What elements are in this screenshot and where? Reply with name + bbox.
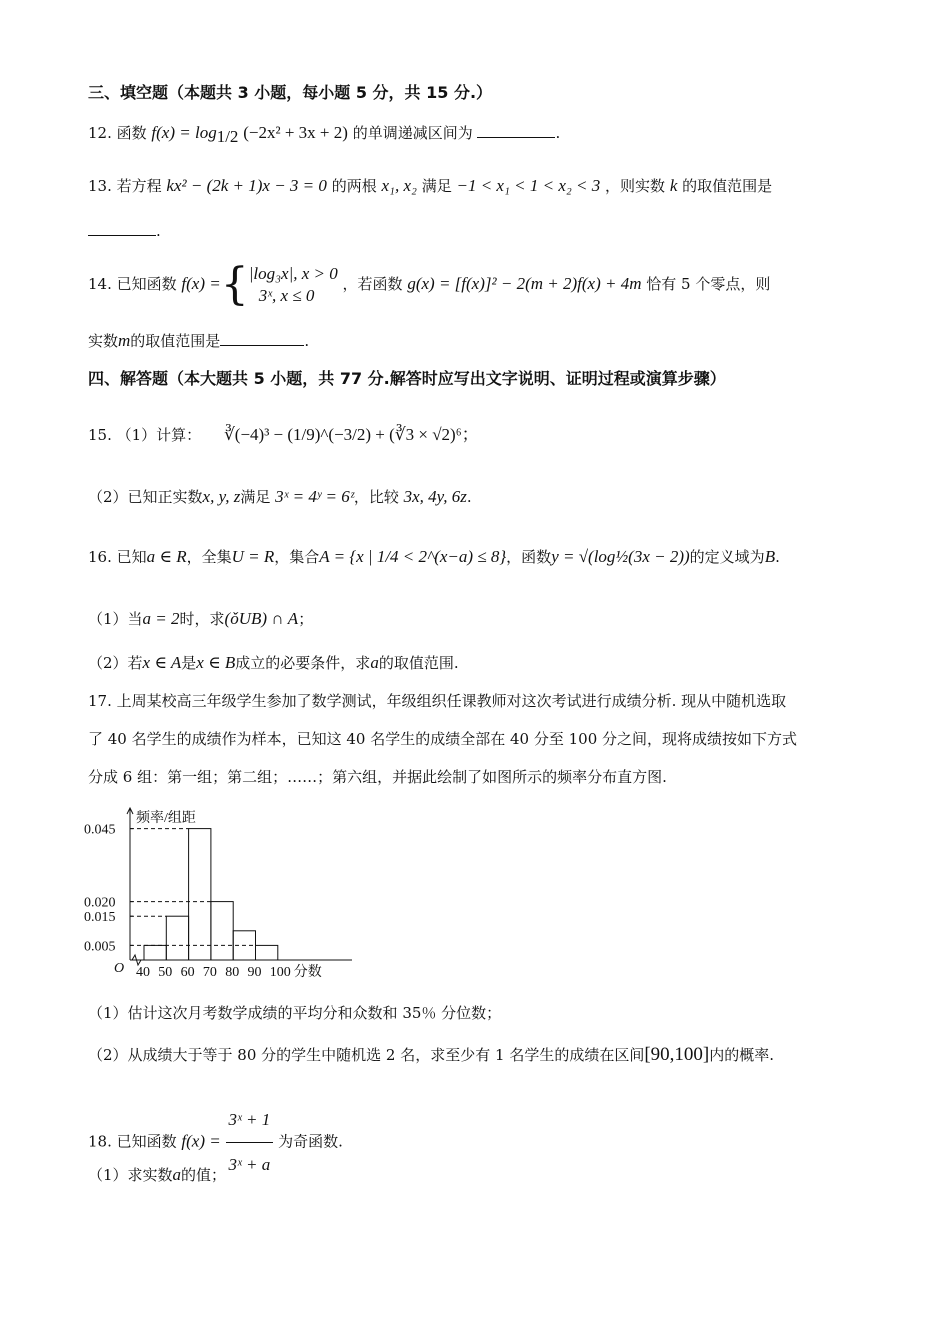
q15-p2-end: .: [466, 488, 472, 506]
x-tick-label: 50: [158, 965, 173, 980]
q15-p1-label: 15. （1）计算：: [88, 426, 202, 444]
q13-number: 13. 若方程: [88, 177, 162, 195]
q18-denominator: 3ˣ + a: [228, 1155, 271, 1174]
x-tick-label: 60: [180, 965, 195, 980]
q14-end: .: [304, 332, 310, 350]
q13-answer-blank: [88, 221, 156, 236]
q16-set-a: A = {x | 1/4 < 2^(x−a) ≤ 8}: [319, 547, 507, 566]
q16-p2-b: x ∈ B: [196, 653, 236, 672]
y-tick-label: 0.015: [84, 910, 116, 926]
histogram-bar: [189, 829, 211, 960]
y-tick-label: 0.020: [84, 895, 116, 911]
q18-number: 18. 已知函数: [88, 1132, 177, 1151]
frequency-histogram: [82, 800, 362, 985]
y-tick-label: 0.045: [84, 822, 116, 838]
q14-tail: 恰有 5 个零点，则: [646, 275, 771, 293]
q16-part-1: [88, 608, 313, 630]
origin-label: O: [114, 961, 125, 976]
q12-number: 12. 函数: [88, 124, 147, 142]
q17-line-3: 分成 6 组：第一组；第二组；……；第六组，并据此绘制了如图所示的频率分布直方图.: [88, 768, 667, 786]
question-15-part-1: [88, 424, 479, 446]
y-axis-label: 频率/组距: [136, 811, 196, 826]
q16-p1-expression: (ǒUB) ∩ A: [224, 609, 299, 628]
q18-fraction: [226, 1098, 274, 1187]
q18-part-1: [88, 1164, 226, 1186]
q15-p2-compare: 3x, 4y, 6z: [403, 487, 467, 506]
q16-function-y: y = √(log½(3x − 2)): [551, 547, 690, 566]
q15-p2-condition: 3ˣ = 4ʸ = 6ᶻ: [275, 487, 354, 506]
q16-p1-end: ；: [298, 610, 314, 628]
q14-mid: ，若函数: [342, 275, 403, 293]
q16-part-2: [88, 652, 459, 674]
q12-function: f(x) = log: [151, 123, 217, 142]
q18-p1-label: （1）求实数: [88, 1166, 173, 1184]
x-tick-label: 80: [225, 965, 240, 980]
q16-p2-mid: 是: [181, 654, 197, 672]
question-14: [88, 259, 771, 310]
x-tick-label: 90: [247, 965, 262, 980]
q13-roots: x₁, x₂: [381, 176, 417, 195]
q12-tail: 的单调递减区间为: [352, 124, 473, 142]
q13-mid2: 满足: [421, 177, 452, 195]
q17-p2-end: 内的概率.: [709, 1046, 775, 1064]
q17-line-2: 了 40 名学生的成绩作为样本，已知这 40 名学生的成绩全部在 40 分至 100 分之间，现将成绩按如下方式: [88, 730, 798, 748]
q13-condition: −1 < x₁ < 1 < x₂ < 3: [456, 176, 601, 195]
q17-line-1: 17. 上周某校高三年级学生参加了数学测试，年级组织任课教师对这次考试进行成绩分析. 现从中随机选取: [88, 692, 787, 710]
q13-equation: kx² − (2k + 1)x − 3 = 0: [166, 176, 327, 195]
q13-end: .: [156, 222, 161, 240]
q13-mid: 的两根: [331, 177, 377, 195]
q16-universal-set: U = R: [231, 547, 275, 566]
question-15-part-2: [88, 486, 472, 508]
q16-end: .: [775, 548, 780, 566]
q18-function: f(x) =: [181, 1131, 221, 1151]
q15-p2-vars: x, y, z: [202, 487, 241, 506]
q16-p2-a: x ∈ A: [142, 653, 182, 672]
q14-line-2: [88, 330, 309, 352]
q12-argument: (−2x² + 3x + 2): [243, 123, 348, 142]
q17-p2-text: （2）从成绩大于等于 80 分的学生中随机选 2 名，求至少有 1 名学生的成绩在区间: [88, 1046, 645, 1064]
q16-tail: 的定义域为: [689, 548, 765, 566]
x-tick-label: 40: [136, 965, 150, 980]
q16-mid1: ，全集: [186, 548, 232, 566]
histogram-bar: [211, 902, 233, 960]
section-4-heading: 四、解答题（本大题共 5 小题，共 77 分.解答时应写出文字说明、证明过程或演算步骤）: [88, 369, 726, 388]
q16-p1-label: （1）当: [88, 610, 143, 628]
q16-set-b: B: [764, 547, 776, 566]
q14-g-function: g(x) = [f(x)]² − 2(m + 2)f(x) + 4m: [407, 274, 642, 293]
x-axis-label: 分数: [293, 965, 322, 980]
q17-part-1: （1）估计这次月考数学成绩的平均分和众数和 35％ 分位数；: [88, 1004, 502, 1022]
q14-function: f(x) =: [181, 274, 221, 293]
y-tick-label: 0.005: [84, 939, 116, 955]
q13-answer-line: [88, 220, 161, 242]
q12-answer-blank: [477, 123, 555, 138]
x-tick-label: 100: [269, 965, 291, 980]
q14-case-2: 3ˣ, x ≤ 0: [258, 286, 315, 305]
q18-tail: 为奇函数.: [278, 1132, 343, 1151]
q14-case-1: |log₃x|, x > 0: [248, 264, 338, 283]
q17-part-2: [88, 1044, 774, 1066]
q16-mid3: ，函数: [506, 548, 552, 566]
q14-number: 14. 已知函数: [88, 275, 177, 293]
q17-p2-interval: [90,100]: [644, 1044, 710, 1065]
q16-p2-mid2: 成立的必要条件，求: [235, 654, 371, 672]
q14-line2-b: 的取值范围是: [130, 332, 221, 350]
q16-number: 16. 已知: [88, 548, 147, 566]
q18-numerator: 3ˣ + 1: [226, 1098, 274, 1143]
q14-line2-a: 实数: [88, 332, 119, 350]
q16-mid2: ，集合: [274, 548, 320, 566]
question-12: 12. 函数 $f(x) = \log_{1/2} (-2x^2 + 3x + 2)$ 的单调递减区间为 .: [88, 123, 561, 146]
q18-p1-var: a: [172, 1165, 182, 1184]
q16-p2-label: （2）若: [88, 654, 143, 672]
q15-p2-mid2: ，比较: [353, 488, 399, 506]
q16-p2-end: 的取值范围.: [378, 654, 459, 672]
q18-p1-end: 的值；: [181, 1166, 227, 1184]
section-3-heading: 三、填空题（本题共 3 小题，每小题 5 分，共 15 分.）: [88, 83, 493, 102]
q13-variable: k: [669, 176, 678, 195]
q14-answer-blank: [220, 331, 304, 346]
q14-left-brace: {: [220, 259, 249, 310]
q14-cases: [249, 263, 338, 307]
histogram-bar: [256, 945, 278, 960]
question-13: [88, 175, 772, 197]
x-tick-label: 70: [202, 965, 217, 980]
question-16: [88, 546, 780, 568]
q16-p1-mid: 时，求: [179, 610, 225, 628]
q16-p1-condition: a = 2: [142, 609, 180, 628]
q12-log-base: 1/2: [216, 127, 239, 146]
q15-p2-label: （2）已知正实数: [88, 488, 203, 506]
q13-tail2: 的取值范围是: [682, 177, 773, 195]
q13-tail: ，则实数: [605, 177, 666, 195]
q14-variable: m: [118, 331, 131, 350]
q16-a-in-r: a ∈ R: [146, 547, 187, 566]
q15-p2-mid: 满足: [240, 488, 271, 506]
q16-p2-var: a: [370, 653, 379, 672]
histogram-bar: [144, 945, 166, 960]
q15-p1-expression: ∛(−4)³ − (1/9)^(−3/2) + (∛3 × √2)⁶；: [223, 425, 479, 444]
histogram-bar: [166, 916, 188, 960]
